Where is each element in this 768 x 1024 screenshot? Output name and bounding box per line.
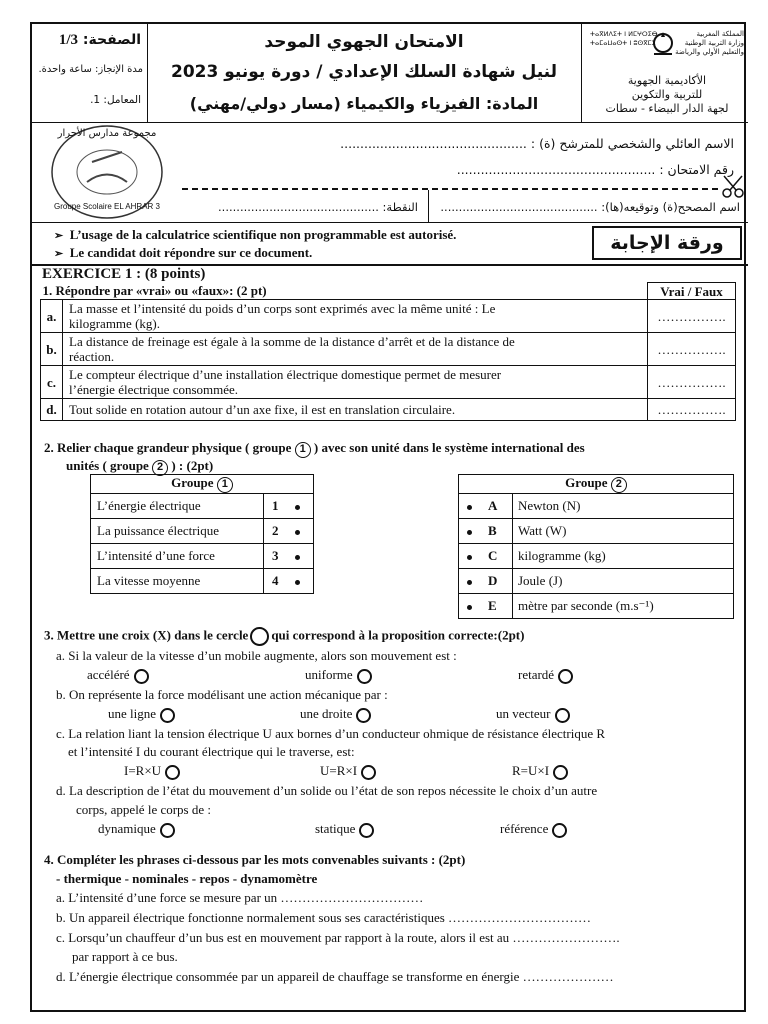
match-point[interactable]: D — [459, 569, 513, 594]
ministry-logo-box — [582, 24, 748, 122]
table-row — [459, 594, 734, 619]
ministry-tifinagh: ⵜⴰⴳⵍⴷⵉⵜ ⵏ ⵍⵎⵖⵔⵉⴱ ⵜⴰⵎⴰⵡⴰⵙⵜ ⵏ ⵓⵙⴳⵎⵉ — [590, 30, 658, 47]
unit-label: Watt (W) — [513, 519, 734, 544]
q3c-text-cont: et l’intensité I du courant électrique qui le traverse, est: — [68, 744, 355, 759]
statement: La masse et l’intensité du poids d’un corps sont exprimés avec la même unité : Le kilogramme (kg). — [63, 300, 648, 333]
match-point[interactable]: B — [459, 519, 513, 544]
radio-circle[interactable] — [165, 765, 180, 780]
group-1-table — [90, 474, 314, 594]
group-2-table — [458, 474, 734, 619]
row-letter: d. — [41, 399, 63, 421]
exam-info-box — [32, 24, 147, 122]
q2-prompt: 2. Relier chaque grandeur physique ( groupe 1 ) avec son unité dans le système international des — [44, 440, 585, 458]
exam-page — [30, 22, 746, 1012]
statement: Tout solide en rotation autour d’un axe fixe, il est en translation circulaire. — [63, 399, 648, 421]
candidate-name-field[interactable]: الاسم العائلي والشخصي للمترشح (ة) : ............................................... — [340, 136, 734, 151]
table-row — [41, 399, 736, 421]
unit-label: Newton (N) — [513, 494, 734, 519]
radio-circle[interactable] — [160, 708, 175, 723]
coefficient: المعامل: 1. — [90, 94, 141, 106]
answer-field[interactable]: ……………. — [648, 333, 736, 366]
q4-words: - thermique - nominales - repos - dynamomètre — [56, 871, 318, 886]
corrector-field[interactable]: اسم المصحح(ة) وتوقيعه(ها): ........................................... — [440, 200, 740, 214]
unit-label: Joule (J) — [513, 569, 734, 594]
answer-field[interactable]: ……………. — [648, 366, 736, 399]
option[interactable]: retardé — [518, 667, 573, 684]
table-row — [41, 333, 736, 366]
q4c-cont: par rapport à ce bus. — [72, 949, 178, 964]
true-false-table — [40, 282, 736, 421]
grade-field[interactable]: النقطة: ............................................ — [218, 200, 418, 214]
page-label: الصفحة: 1/3 — [58, 32, 141, 48]
table-row — [91, 544, 314, 569]
radio-circle[interactable] — [553, 765, 568, 780]
school-name: Groupe Scolaire EL AHRAR 3 — [54, 202, 160, 211]
group-2-title: Groupe 2 — [459, 475, 734, 494]
match-point[interactable]: E — [459, 594, 513, 619]
match-point[interactable]: 3 — [264, 544, 314, 569]
school-logo — [32, 122, 182, 222]
option[interactable]: statique — [315, 821, 374, 838]
option[interactable]: I=R×U — [124, 763, 180, 780]
circle-icon — [250, 627, 269, 646]
option[interactable]: référence — [500, 821, 567, 838]
moroccan-emblem-icon — [650, 28, 676, 58]
q4d[interactable]: d. L’énergie électrique consommée par un appareil de chauffage se transforme en énergie ………………… — [56, 969, 614, 984]
table-row — [459, 519, 734, 544]
q4-prompt: 4. Compléter les phrases ci-dessous par les mots convenables suivants : (2pt) — [44, 852, 466, 867]
table-row — [41, 366, 736, 399]
answer-sheet-label: ورقة الإجابة — [592, 226, 742, 260]
q3a-text: a. Si la valeur de la vitesse d’un mobile augmente, alors son mouvement est : — [56, 648, 457, 663]
q4c[interactable]: c. Lorsqu’un chauffeur d’un bus est en mouvement par rapport à la route, alors il est au ……………………. — [56, 930, 620, 945]
quantity-label: L’intensité d’une force — [91, 544, 264, 569]
notice-document: ➢ Le candidat doit répondre sur ce document. — [54, 245, 313, 260]
statement: La distance de freinage est égale à la somme de la distance d’arrêt et de la distance de réaction. — [63, 333, 648, 366]
q3d-text-cont: corps, appelé le corps de : — [76, 802, 212, 817]
q1-prompt: 1. Répondre par «vrai» ou «faux»: (2 pt) — [41, 283, 648, 300]
table-row — [459, 544, 734, 569]
q3-prompt: 3. Mettre une croix (X) dans le cercle qui correspond à la proposition correcte:(2pt) — [44, 627, 524, 646]
scissors-icon — [722, 174, 746, 200]
q4b[interactable]: b. Un appareil électrique fonctionne normalement sous ses caractéristiques …………………………… — [56, 910, 592, 925]
radio-circle[interactable] — [552, 823, 567, 838]
radio-circle[interactable] — [356, 708, 371, 723]
answer-field[interactable]: ……………. — [648, 399, 736, 421]
academy-name: الأكاديمية الجهوية للتربية والتكوين لجهة الدار البيضاء - سطات — [605, 74, 729, 115]
option[interactable]: U=R×I — [320, 763, 376, 780]
match-point[interactable]: 2 — [264, 519, 314, 544]
table-row — [91, 519, 314, 544]
subject-title: المادة: الفيزياء والكيمياء (مسار دولي/مهني) — [189, 94, 539, 113]
radio-circle[interactable] — [134, 669, 149, 684]
notice-calculator: ➢ L’usage de la calculatrice scientifique non programmable est autorisé. — [54, 227, 457, 242]
radio-circle[interactable] — [359, 823, 374, 838]
exercise-title: EXERCICE 1 : (8 points) — [42, 266, 206, 282]
radio-circle[interactable] — [357, 669, 372, 684]
option[interactable]: une ligne — [108, 706, 175, 723]
table-row — [459, 494, 734, 519]
option[interactable]: uniforme — [305, 667, 372, 684]
table-row — [91, 569, 314, 594]
school-name-arabic: مجموعة مدارس الأحرار — [57, 128, 157, 139]
radio-circle[interactable] — [558, 669, 573, 684]
option[interactable]: dynamique — [98, 821, 175, 838]
option[interactable]: un vecteur — [496, 706, 570, 723]
quantity-label: La puissance électrique — [91, 519, 264, 544]
option[interactable]: R=U×I — [512, 763, 568, 780]
q3d-text: d. La description de l’état du mouvement d’un solide ou l’état de son repos nécessite le choix d’un autre — [56, 783, 598, 798]
cut-line — [182, 188, 718, 190]
exam-number-field[interactable]: رقم الامتحان : .................................................. — [456, 162, 734, 177]
quantity-label: La vitesse moyenne — [91, 569, 264, 594]
true-false-header: Vrai / Faux — [648, 283, 736, 300]
exam-title: الامتحان الجهوي الموحد — [264, 32, 464, 52]
match-point[interactable]: 4 — [264, 569, 314, 594]
q3b-text: b. On représente la force modélisant une action mécanique par : — [56, 687, 388, 702]
match-point[interactable]: C — [459, 544, 513, 569]
unit-label: kilogramme (kg) — [513, 544, 734, 569]
radio-circle[interactable] — [160, 823, 175, 838]
q4a[interactable]: a. L’intensité d’une force se mesure par un …………………………… — [56, 890, 424, 905]
quantity-label: L’énergie électrique — [91, 494, 264, 519]
unit-label: mètre par seconde (m.s⁻¹) — [513, 594, 734, 619]
match-point[interactable]: 1 — [264, 494, 314, 519]
divider — [32, 222, 748, 223]
radio-circle[interactable] — [555, 708, 570, 723]
divider — [147, 24, 148, 122]
option[interactable]: une droite — [300, 706, 371, 723]
table-row — [459, 569, 734, 594]
q2-prompt-cont: unités ( groupe 2 ) : (2pt) — [66, 458, 213, 476]
row-letter: a. — [41, 300, 63, 333]
option[interactable]: accéléré — [87, 667, 149, 684]
table-row — [91, 494, 314, 519]
certificate-title: لنيل شهادة السلك الإعدادي / دورة يونيو 2023 — [171, 62, 557, 82]
ministry-arabic: المملكة المغربية وزارة التربية الوطنية والتعليم الأولي والرياضة — [675, 30, 744, 56]
statement: Le compteur électrique d’une installation électrique domestique permet de mesurer l’énergie électrique consommée. — [63, 366, 648, 399]
table-row — [41, 300, 736, 333]
answer-field[interactable]: ……………. — [648, 300, 736, 333]
match-point[interactable]: A — [459, 494, 513, 519]
divider — [428, 190, 429, 222]
duration: مدة الإنجاز: ساعة واحدة. — [38, 64, 143, 75]
radio-circle[interactable] — [361, 765, 376, 780]
row-letter: c. — [41, 366, 63, 399]
group-1-title: Groupe 1 — [91, 475, 314, 494]
row-letter: b. — [41, 333, 63, 366]
q3c-text: c. La relation liant la tension électrique U aux bornes d’un conducteur ohmique de résistance électrique R — [56, 726, 606, 741]
